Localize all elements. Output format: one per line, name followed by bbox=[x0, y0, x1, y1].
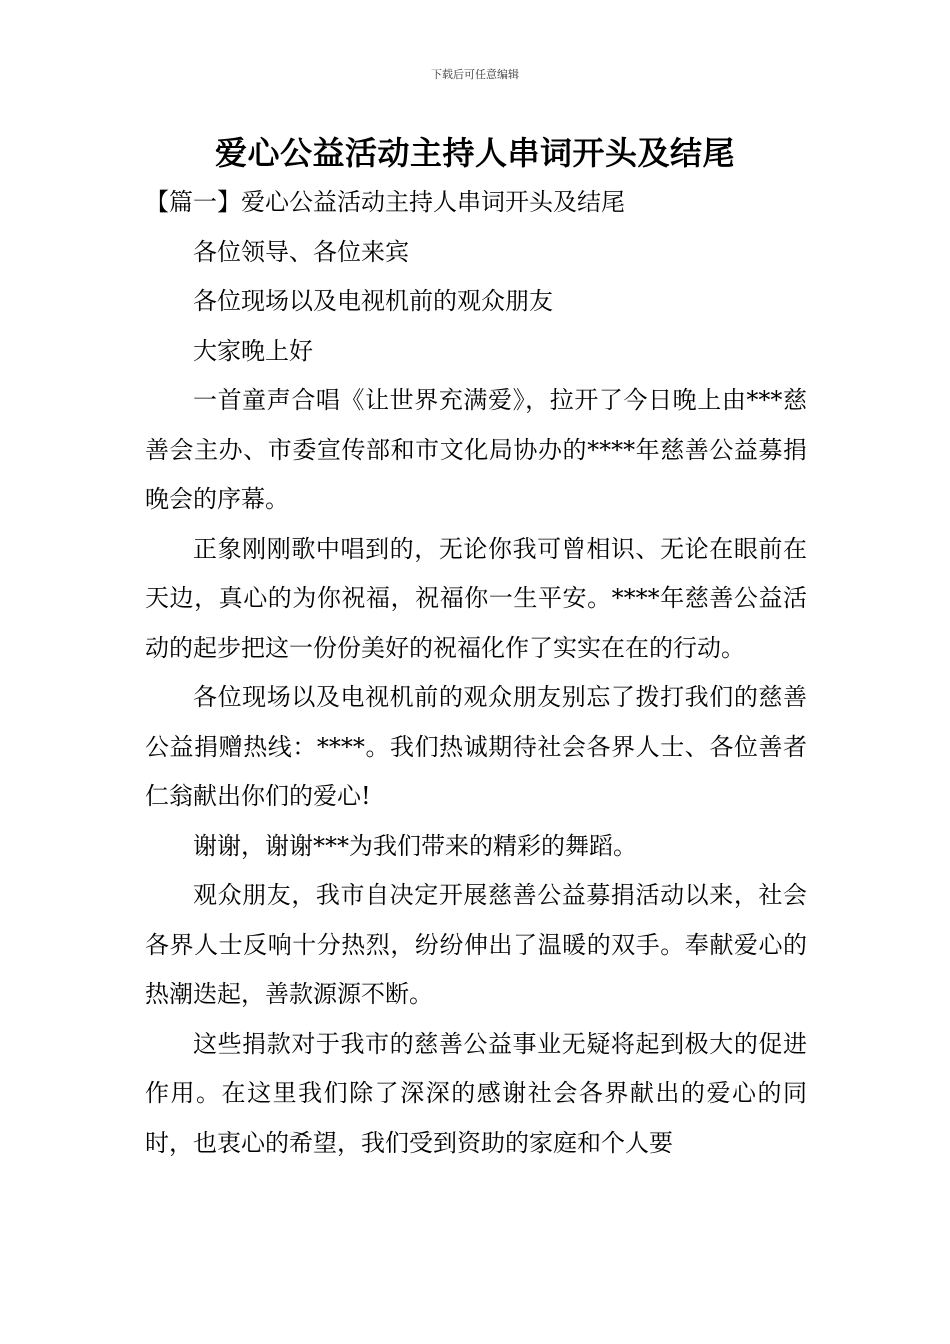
paragraph: 各位现场以及电视机前的观众朋友 bbox=[193, 287, 553, 315]
header-note: 下载后可任意编辑 bbox=[431, 68, 519, 81]
paragraph: 观众朋友，我市自决定开展慈善公益募捐活动以来，社会各界人士反响十分热烈，纷纷伸出了温暖的双手。奉献爱心的热潮迭起，善款源源不断。 bbox=[145, 881, 807, 1008]
document-body bbox=[145, 178, 807, 1168]
paragraph: 大家晚上好 bbox=[193, 336, 313, 365]
paragraph: 谢谢，谢谢***为我们带来的精彩的舞蹈。 bbox=[193, 831, 637, 860]
document-title: 爱心公益活动主持人串词开头及结尾 bbox=[214, 134, 735, 172]
paragraph: 这些捐款对于我市的慈善公益事业无疑将起到极大的促进作用。在这里我们除了深深的感谢社会各界献出的爱心的同时，也衷心的希望，我们受到资助的家庭和个人要 bbox=[145, 1029, 807, 1157]
paragraph: 各位领导、各位来宾 bbox=[193, 237, 409, 266]
paragraph: 各位现场以及电视机前的观众朋友别忘了拨打我们的慈善公益捐赠热线：****。我们热诚期待社会各界人士、各位善者仁翁献出你们的爱心! bbox=[145, 683, 807, 810]
paragraph: 正象刚刚歌中唱到的，无论你我可曾相识、无论在眼前在天边，真心的为你祝福，祝福你一生平安。****年慈善公益活动的起步把这一份份美好的祝福化作了实实在在的行动。 bbox=[145, 534, 807, 662]
section-heading: 【篇一】爱心公益活动主持人串词开头及结尾 bbox=[145, 188, 625, 216]
paragraph: 一首童声合唱《让世界充满爱》，拉开了今日晚上由***慈善会主办、市委宣传部和市文化局协办的****年慈善公益募捐晚会的序幕。 bbox=[145, 386, 807, 513]
